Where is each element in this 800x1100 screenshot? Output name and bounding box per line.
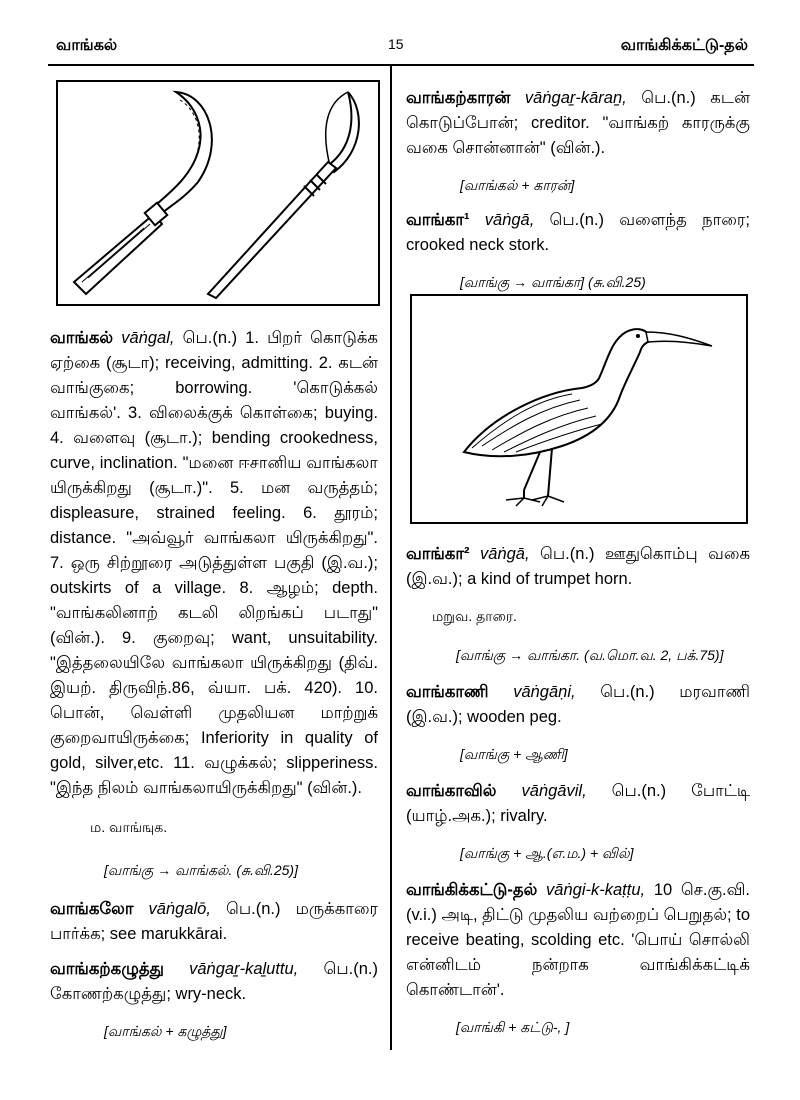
page-number: 15 [388,36,404,52]
transliteration: vāṅgāṇi, [513,683,576,701]
definition: பெ.(n.) மரவாணி (இ.வ.); wooden peg. [406,683,751,726]
entry-vangal [50,326,378,801]
headword: வாங்கலோ [50,900,134,918]
definition: பெ.(n.) மருக்காரை பார்க்க; see marukkārai. [50,900,379,943]
etymology: [வாங்கு + ஆ.(எ.ம.) + வில்] [460,845,634,861]
headword: வாங்காணி [406,683,489,701]
etymology: [வாங்கு → வாங்கல். (சு.வி.25)] [104,862,298,878]
definition: பெ.(n.) வளைந்த நாரை; crooked neck stork. [406,211,750,254]
definition: 10 செ.கு.வி. (v.i.) அடி, திட்டு முதலிய வற்றைப் பெறுதல்; to receive beating, scolding etc. 'பொய் சொல்லி என்னிடம் நன்றாக வாங்கிக்கட்டிக் கொண்டான்'. [406,881,751,999]
entry-vangalo [50,897,378,947]
sickle-figure [56,80,380,306]
sickle-illustration [58,82,378,304]
transliteration: vāṅgāvil, [521,782,587,800]
transliteration: vāṅgaṟ-kāraṉ, [524,89,627,107]
transliteration: vāṅgā, [480,545,530,563]
entry-vangarkaran [406,86,750,161]
transliteration: vāṅgaṟ-kaḻuttu, [189,960,299,978]
right-column-top [406,86,750,295]
headword: வாங்கா² [406,545,470,563]
stork-illustration [412,296,746,522]
definition: பெ.(n.) கோணற்கழுத்து; wry-neck. [50,960,378,1003]
headword: வாங்கா¹ [406,211,470,229]
etymology: [வாங்கு + ஆணி] [460,746,568,762]
transliteration: vāṅgi-k-kaṭṭu, [546,881,646,899]
cognate: மறுவ. தாரை. [432,608,517,624]
entry-vangarkaluttu [50,957,378,1007]
right-column-bottom [406,542,750,1040]
column-divider [390,66,392,1050]
cognate: ம. வாங்ஙுக. [90,819,168,835]
headword: வாங்கல் [50,329,114,347]
entry-vanga-1 [406,208,750,258]
definition: பெ.(n.) போட்டி (யாழ்.அக.); rivalry. [406,782,751,825]
header-right-word: வாங்கிக்கட்டு-தல் [620,37,748,54]
header-rule [48,64,754,66]
headword: வாங்கிக்கட்டு-தல் [406,881,538,899]
etymology: [வாங்கு → வாங்கா] (சு.வி.25) [460,274,646,290]
entry-vangani [406,680,750,730]
entry-vangikkattu [406,878,750,1003]
entry-vangavil [406,779,750,829]
definition: பெ.(n.) 1. பிறர் கொடுக்க ஏற்கை (சூடா); receiving, admitting. 2. கடன் வாங்குகை; borrowing. 'கொடுக்கல் வாங்கல்'. 3. விலைக்குக் கொள்கை; buying. 4. வளைவு (சூடா.); bending crookedness, curve, inclination. "மனை ஈசானிய வாங்கலா யிருக்கிறது (சூடா.)". 5. மன வருத்தம்; displeasure, strained feeling. 6. தூரம்; distance. "அவ்வூர் வாங்கலா யிருக்கிறது". 7. ஒரு சிற்றூரை அடுத்துள்ள பகுதி (இ.வ.); outskirts of a village. 8. ஆழம்; depth. "வாங்கலினாற் கடலி லிறங்கப் படாது" (வின்.). 9. குறைவு; want, unsuitability. "இத்தலையிலே வாங்கலா யிருக்கிறது (திவ். இயற். திருவிந்.86, வ்யா. பக். 420). 10. பொன், வெள்ளி முதலியன மாற்றுக் குறைவாயிருக்கை; Inferiority in quality of gold, silver,etc. 11. வழுக்கல்; slipperiness. "இந்த நிலம் வாங்கலாயிருக்கிறது" (வின்.). [50,329,378,797]
left-column [50,326,378,1044]
etymology: [வாங்கி + கட்டு-, ] [456,1019,570,1035]
etymology: [வாங்கல் + காரன்] [460,177,575,193]
stork-figure [410,294,748,524]
etymology: [வாங்கல் + கழுத்து] [104,1023,227,1039]
headword: வாங்கற்காரன் [406,89,511,107]
definition: பெ.(n.) கடன் கொடுப்போன்; creditor. "வாங்கற் காரருக்கு வகை சொன்னான்" (வின்.). [406,89,750,157]
etymology: [வாங்கு → வாங்கா. (வ.மொ.வ. 2, பக்.75)] [456,647,724,663]
transliteration: vāṅgalō, [148,900,211,918]
transliteration: vāṅgā, [484,211,535,229]
definition: பெ.(n.) ஊதுகொம்பு வகை (இ.வ.); a kind of trumpet horn. [406,545,751,588]
header-left-word: வாங்கல் [56,37,118,54]
headword: வாங்காவில் [406,782,497,800]
transliteration: vāṅgal, [121,329,175,347]
entry-vanga-2 [406,542,750,592]
headword: வாங்கற்கழுத்து [50,960,164,978]
